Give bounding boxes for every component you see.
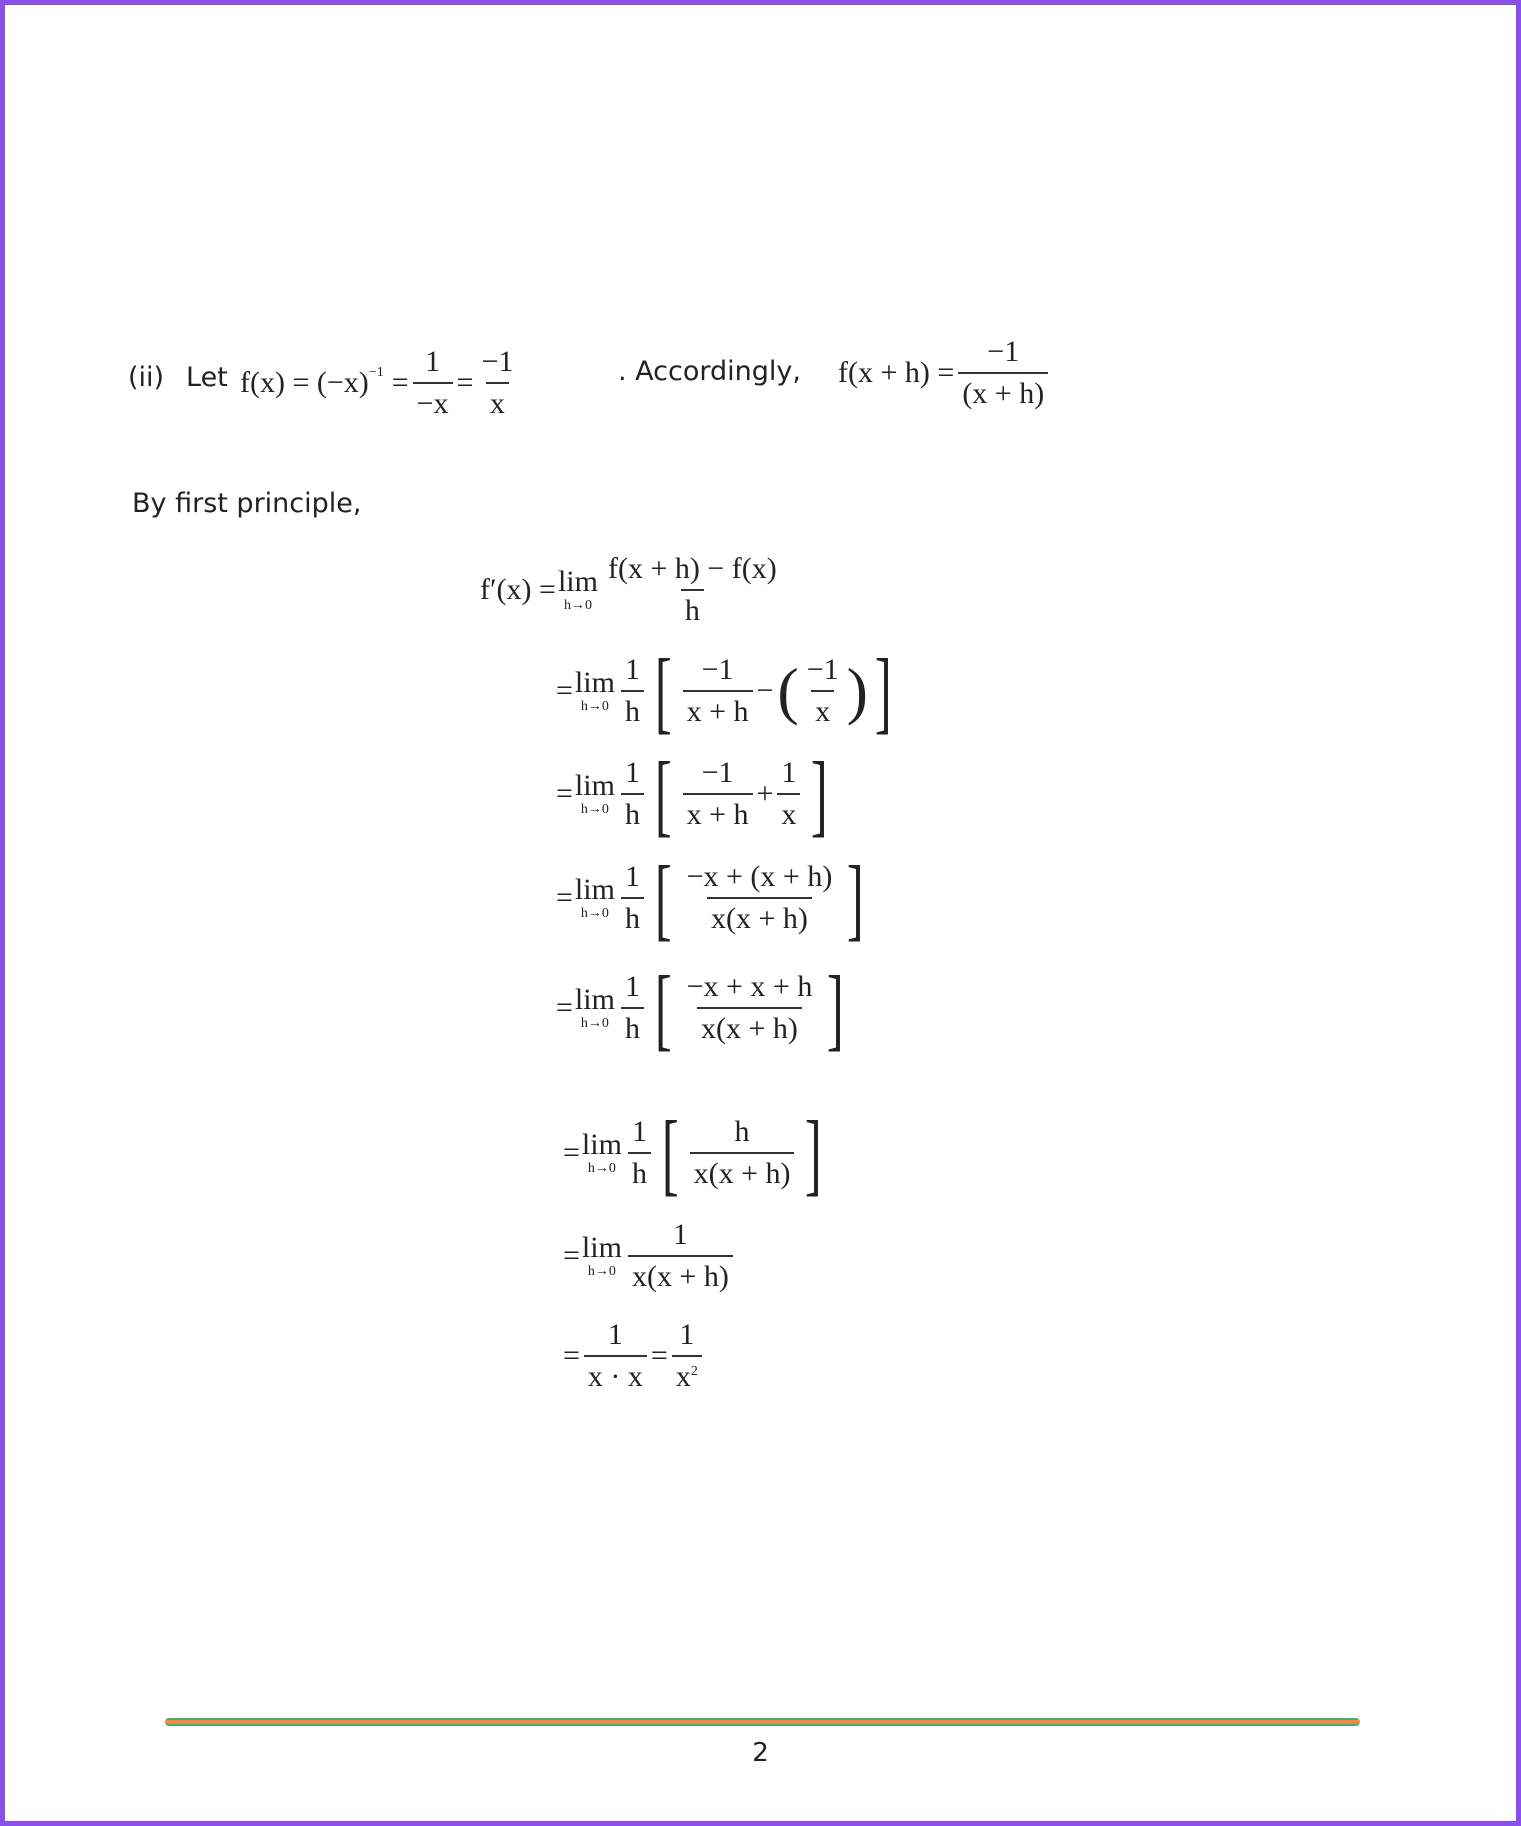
let-word: Let — [186, 362, 228, 393]
limit: lim h→0 — [574, 666, 615, 714]
page-number: 2 — [752, 1738, 769, 1768]
derivation-line-5: = lim h→0 $\frac{1}{h}$ [ $\frac{-x + x + h}{x(x + h)}$ ] — [556, 957, 845, 1059]
limit: lim h→0 — [574, 873, 615, 921]
exponent: −1 — [368, 365, 384, 380]
limit: lim h→0 — [581, 1128, 622, 1176]
difference-quotient: $\frac{f(x + h) - f(x)}{h}$ — [607, 552, 777, 627]
fraction-neg-one-over-x: $\frac{-1}{x}$ — [481, 345, 514, 420]
final-result: $\frac{1}{x^2}$ — [672, 1318, 702, 1394]
fx-def: f(x) = (−x) — [240, 366, 369, 399]
fprime-lhs: f′(x) = — [480, 573, 556, 606]
limit: lim h→0 — [574, 769, 615, 817]
derivation-line-7: = lim h→0 $\frac{1}{x(x + h)}$ — [563, 1218, 737, 1294]
footer-divider — [165, 1718, 1360, 1726]
part-label: (ii) — [128, 362, 165, 393]
fraction-neg-one-over-x-plus-h: $\frac{-1}{(x + h)}$ — [958, 335, 1048, 411]
first-principle-text: By first principle, — [132, 488, 362, 519]
fraction-one-over-h: $\frac{1}{h}$ — [621, 653, 644, 729]
accordingly-text: . Accordingly, — [618, 356, 801, 387]
derivation-line-4: = lim h→0 $\frac{1}{h}$ [ $\frac{-x + (x + h)}{x(x + h)}$ ] — [556, 847, 865, 949]
equals: = — [456, 366, 474, 399]
function-definition — [240, 345, 521, 421]
limit: lim h→0 — [574, 983, 615, 1031]
f-x-plus-h-definition — [838, 335, 1052, 411]
equals: = — [391, 366, 409, 399]
derivation-line-1 — [480, 552, 785, 628]
fraction-one-over-neg-x: $\frac{1}{-x}$ — [413, 345, 453, 421]
derivation-line-8: = $\frac{1}{x \cdot x}$ = $\frac{1}{x^2}$ — [563, 1318, 706, 1394]
bracket-group: [ $\frac{-1}{x + h}$ − ( $\frac{-1}{x}$ ) ] — [654, 640, 892, 742]
limit: lim h→0 — [557, 565, 598, 613]
derivation-line-6: = lim h→0 $\frac{1}{h}$ [ $\frac{h}{x(x + h)}$ ] — [563, 1102, 823, 1204]
fxh-lhs: f(x + h) = — [838, 356, 955, 389]
limit: lim h→0 — [581, 1231, 622, 1279]
derivation-line-2: = lim h→0 $\frac{1}{h}$ [ $\frac{-1}{x + h}$ − ( $\frac{-1}{x}$ ) ] — [556, 645, 899, 737]
derivation-line-3: = lim h→0 $\frac{1}{h}$ [ $\frac{-1}{x + h}$ + $\frac{1}{x}$ ] — [556, 743, 829, 845]
